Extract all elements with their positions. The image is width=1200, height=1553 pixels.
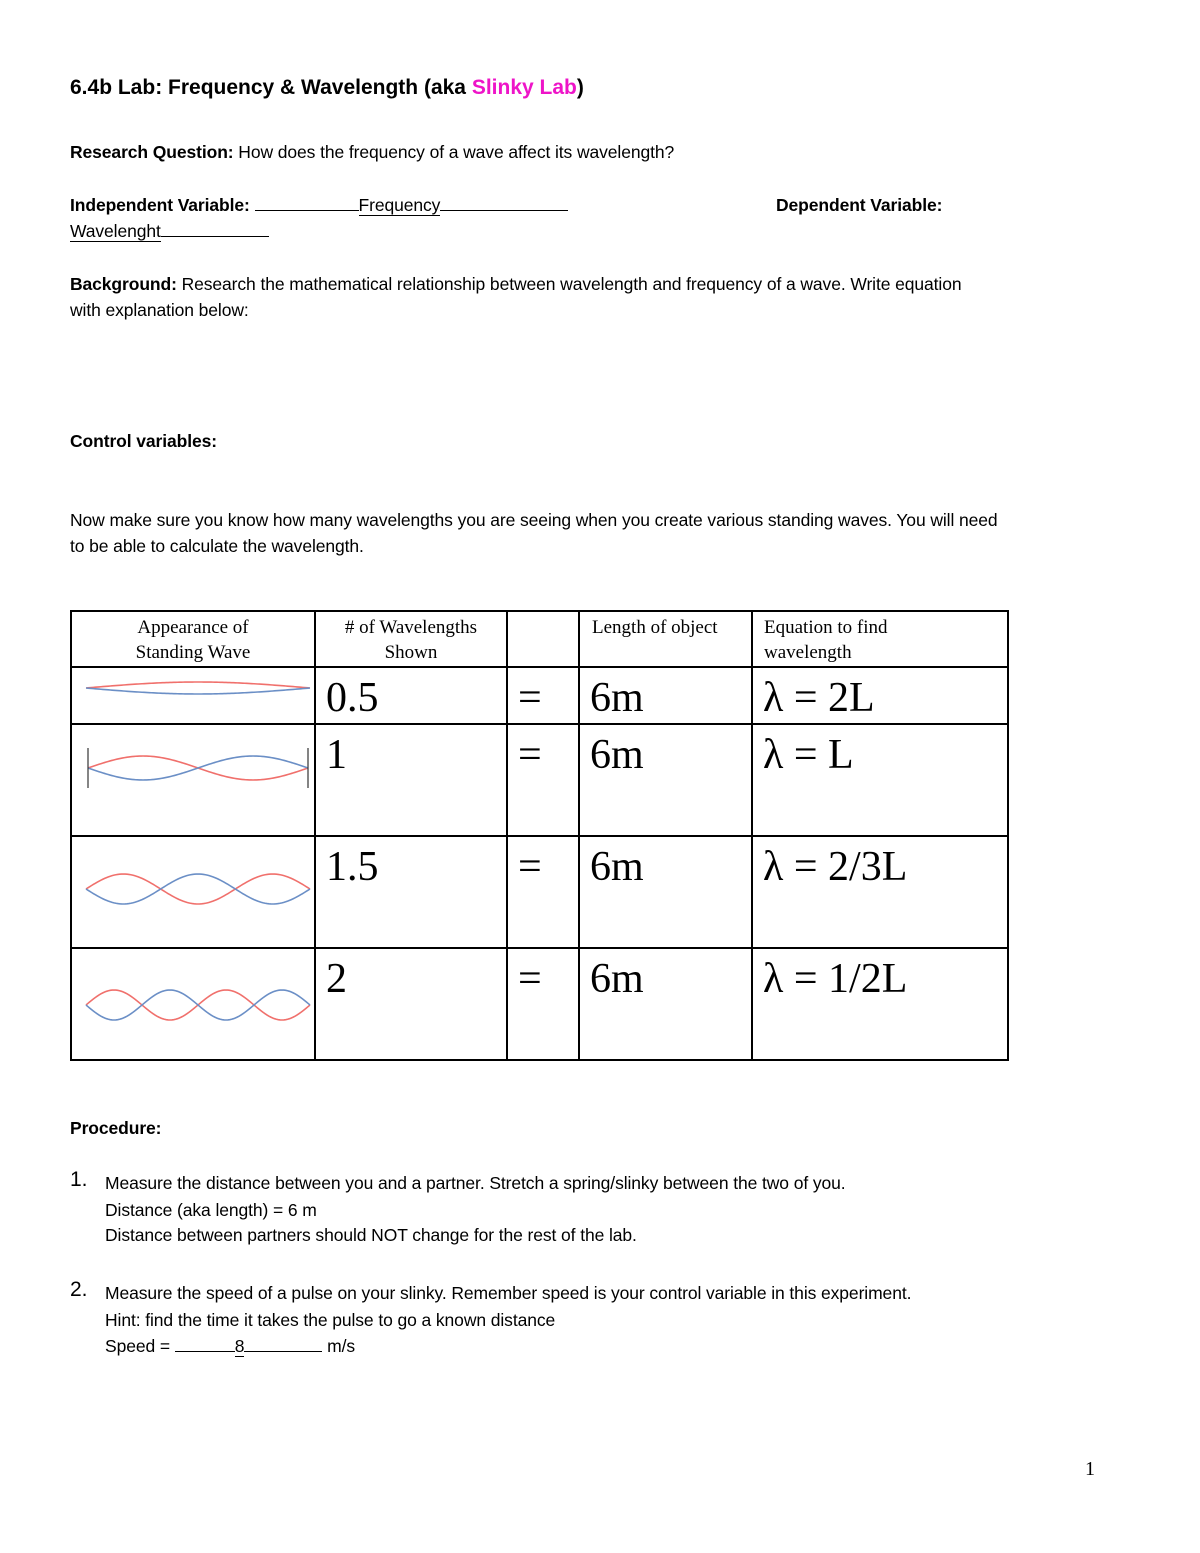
standing-wave-two-icon [72, 949, 316, 1061]
object-length: 6m [579, 836, 752, 948]
step-2-line2: Hint: find the time it takes the pulse to go a known distance [105, 1310, 556, 1330]
wavelengths-shown: 1.5 [315, 836, 507, 948]
step-number: 1. [70, 1168, 88, 1191]
header-blank [507, 611, 579, 667]
header-equation: Equation to find wavelength [752, 611, 1008, 667]
speed-value: 8 [234, 1336, 245, 1356]
dependent-variable-label: Dependent Variable: [776, 195, 943, 215]
wave-blue-curve [86, 990, 310, 1020]
object-length: 6m [579, 724, 752, 836]
standing-wave-half-icon [72, 668, 316, 725]
object-length: 6m [579, 948, 752, 1060]
table-row [71, 724, 1008, 836]
step-2-speed: Speed = 8 m/s [105, 1333, 355, 1359]
wave-diagram-cell [71, 836, 315, 948]
dependent-variable-value: Wavelenght [70, 218, 269, 244]
wave-red-curve [86, 682, 310, 688]
table-row [71, 836, 1008, 948]
step-1-line2: Distance (aka length) = 6 m [105, 1200, 317, 1220]
wave-diagram-cell [71, 724, 315, 836]
wavelengths-shown: 0.5 [315, 667, 507, 724]
table-row [71, 948, 1008, 1060]
standing-wave-one-icon [72, 725, 316, 837]
step-number: 2. [70, 1278, 88, 1301]
wavelength-equation: λ = 2L [752, 667, 1008, 724]
standing-wave-table [70, 610, 1009, 1061]
title-highlight: Slinky Lab [471, 76, 577, 99]
header-length: Length of object [579, 611, 752, 667]
wave-diagram-cell [71, 948, 315, 1060]
equals-sign: = [507, 667, 579, 724]
independent-variable: Independent Variable: Frequency [70, 192, 568, 218]
page-title: 6.4b Lab: Frequency & Wavelength (aka Slinky Lab) [70, 76, 584, 99]
wavelength-equation: λ = 2/3L [752, 836, 1008, 948]
table-row [71, 667, 1008, 724]
equals-sign: = [507, 948, 579, 1060]
wavelengths-shown: 2 [315, 948, 507, 1060]
wavelength-equation: λ = 1/2L [752, 948, 1008, 1060]
table-header-row [71, 611, 1008, 667]
background-paragraph: Background: Research the mathematical relationship between wavelength and frequency of a wave. Write equation [70, 274, 962, 294]
wavelength-equation: λ = L [752, 724, 1008, 836]
wave-blue-curve [86, 688, 310, 694]
control-variables-label: Control variables: [70, 431, 217, 451]
equals-sign: = [507, 724, 579, 836]
intro-line1: Now make sure you know how many wavelengths you are seeing when you create various standing waves. You will need [70, 510, 998, 530]
wavelengths-shown: 1 [315, 724, 507, 836]
equals-sign: = [507, 836, 579, 948]
background-paragraph-line2: with explanation below: [70, 300, 249, 320]
wave-diagram-cell [71, 667, 315, 724]
header-wavelengths: # of Wavelengths Shown [315, 611, 507, 667]
wave-red-curve [86, 874, 310, 904]
intro-line2: to be able to calculate the wavelength. [70, 536, 364, 556]
step-1-line3: Distance between partners should NOT change for the rest of the lab. [105, 1225, 637, 1245]
object-length: 6m [579, 667, 752, 724]
header-appearance: Appearance of Standing Wave [71, 611, 315, 667]
page-number: 1 [1085, 1458, 1095, 1480]
step-2-line1: Measure the speed of a pulse on your slinky. Remember speed is your control variable in this experiment. [105, 1283, 912, 1303]
step-1-line1: Measure the distance between you and a partner. Stretch a spring/slinky between the two of you. [105, 1173, 846, 1193]
standing-wave-one-half-icon [72, 837, 316, 949]
wave-blue-curve [88, 756, 308, 780]
procedure-label: Procedure: [70, 1118, 162, 1138]
research-question: Research Question: How does the frequency of a wave affect its wavelength? [70, 142, 675, 162]
wave-blue-curve [86, 874, 310, 904]
